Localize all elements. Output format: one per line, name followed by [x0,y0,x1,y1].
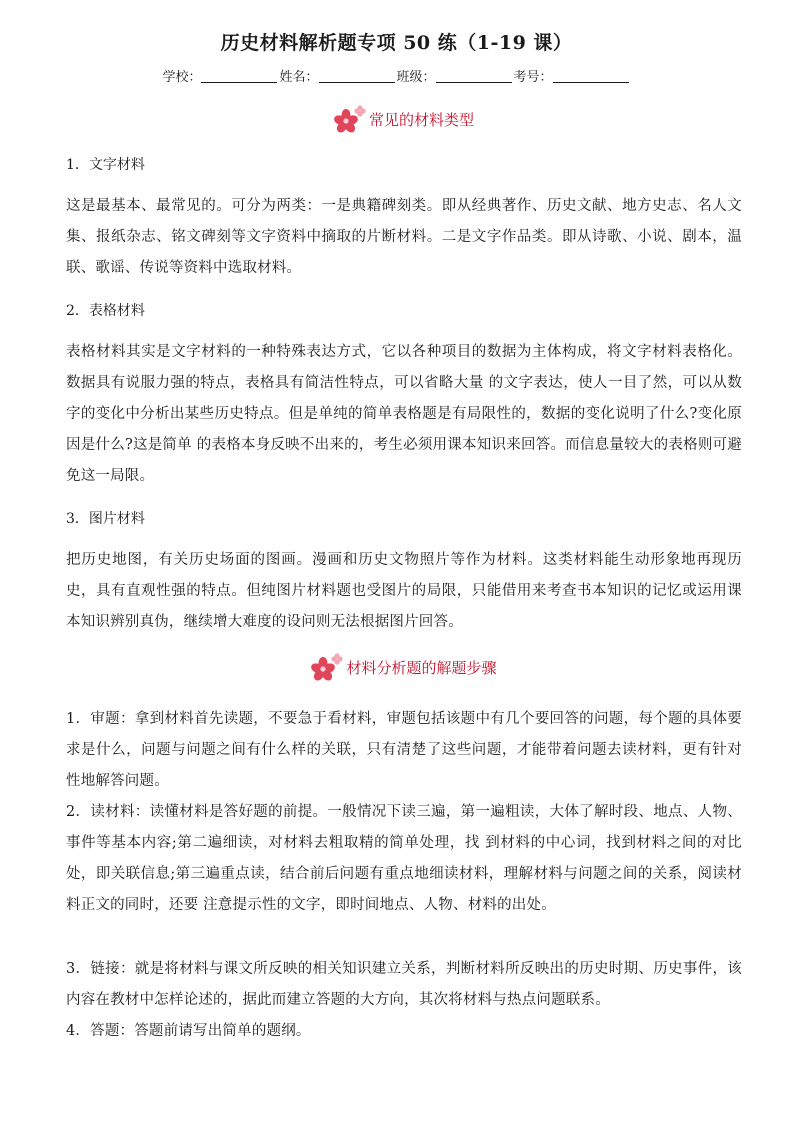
name-label: 姓名： [279,70,319,85]
name-blank[interactable] [319,82,395,83]
paragraph-table-material: 表格材料其实是文字材料的一种特殊表达方式，它以各种项目的数据为主体构成，将文字材料表格化。数据具有说服力强的特点，表格具有简洁性特点，可以省略大量 的文字表达，使人一目了然，可以从数字的变化中分析出某些历史特点。但是单纯的简单表格题是有局限性的，数据的变化说明了什么?变化原因是什么?这是简单 的表格本身反映不出来的，考生必须用课本知识来回答。而信息量较大的表格则可避免这一局限。 [66,344,742,484]
exam-number-blank[interactable] [553,82,629,83]
subheading-table-material: 2．表格材料 [66,303,145,319]
student-info-line [0,66,793,85]
step-review-question: 1．审题：拿到材料首先读题，不要急于看材料，审题包括该题中有几个要回答的问题，每个题的具体要求是什么，问题与问题之间有什么样的关联，只有清楚了这些问题，才能带着问题去读材料，更有针对性地解答问题。 [66,711,742,789]
flower-icon [310,652,344,682]
section-heading-material-types [0,104,793,134]
class-label: 班级： [396,70,436,85]
step-read-material: 2．读材料：读懂材料是答好题的前提。一般情况下读三遍，第一遍粗读，大体了解时段、地点、人物、事件等基本内容;第二遍细读，对材料去粗取精的简单处理，找 到材料的中心词，找到材料之间的对比处，即关联信息;第三遍重点读，结合前后问题有重点地细读材料，理解材料与问题之间的关系，阅读材料正文的同时，还要 注意提示性的文字，即时间地点、人物、材料的出处。 [66,804,742,913]
subheading-image-material: 3．图片材料 [66,511,145,527]
step-link-knowledge: 3．链接：就是将材料与课文所反映的相关知识建立关系，判断材料所反映出的历史时期、历史事件，该内容在教材中怎样论述的，据此而建立答题的大方向，其次将材料与热点问题联系。 [66,961,742,1008]
class-blank[interactable] [436,82,512,83]
subheading-text-material: 1．文字材料 [66,157,145,173]
exam-number-label: 考号： [513,70,553,85]
school-blank[interactable] [201,82,277,83]
page-title: 历史材料解析题专项 50 练（1-19 课） [220,32,573,54]
section-heading-label: 材料分析题的解题步骤 [346,658,497,677]
paragraph-text-material: 这是最基本、最常见的。可分为两类：一是典籍碑刻类。即从经典著作、历史文献、地方史志、名人文集、报纸杂志、铭文碑刻等文字资料中摘取的片断材料。二是文字作品类。即从诗歌、小说、剧本，温联、歌谣、传说等资料中选取材料。 [66,198,742,276]
section-heading-solving-steps [0,652,793,682]
school-label: 学校： [162,70,202,85]
step-answer: 4．答题：答题前请写出简单的题纲。 [66,1023,311,1039]
flower-icon [333,104,367,134]
paragraph-image-material: 把历史地图，有关历史场面的图画。漫画和历史文物照片等作为材料。这类材料能生动形象地再现历史，具有直观性强的特点。但纯图片材料题也受图片的局限，只能借用来考查书本知识的记忆或运用课本知识辨别真伪，继续增大难度的设问则无法根据图片回答。 [66,552,742,630]
section-heading-label: 常见的材料类型 [368,110,474,129]
